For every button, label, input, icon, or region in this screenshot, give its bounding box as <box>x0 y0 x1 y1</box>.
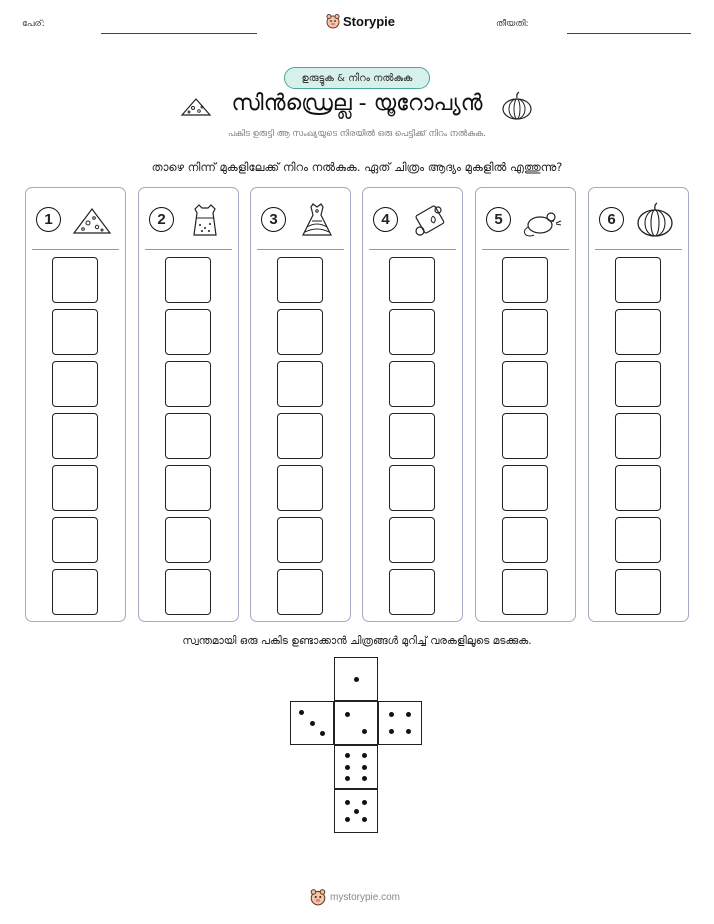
color-box[interactable] <box>502 257 548 303</box>
die-pip <box>406 729 411 734</box>
date-field[interactable] <box>567 33 691 34</box>
instruction-text: താഴെ നിന്ന് മുകളിലേക്ക് നിറം നൽകുക. ഏത് ചിത്രം ആദ്യം മുകളിൽ എത്തുന്നു? <box>151 160 563 174</box>
color-box[interactable] <box>502 413 548 459</box>
mouse-icon <box>520 201 564 239</box>
color-box[interactable] <box>165 257 211 303</box>
footer-url: mystorypie.com <box>330 891 401 903</box>
color-box[interactable] <box>277 517 323 563</box>
column-divider <box>257 249 344 250</box>
storypie-mascot-icon <box>326 13 340 29</box>
color-box[interactable] <box>502 361 548 407</box>
die-pip <box>345 800 350 805</box>
column-divider <box>369 249 456 250</box>
color-box[interactable] <box>52 569 98 615</box>
column-divider <box>32 249 119 250</box>
color-box[interactable] <box>165 517 211 563</box>
footer <box>310 888 400 906</box>
die-pip <box>354 809 359 814</box>
color-box[interactable] <box>502 309 548 355</box>
column-number: 1 <box>36 207 61 232</box>
color-box[interactable] <box>277 361 323 407</box>
die-pip <box>362 776 367 781</box>
page-title: സിൻഡ്രെല്ല - യൂറോപ്യൻ <box>231 91 483 116</box>
column-2 <box>138 187 239 622</box>
die-face-3 <box>290 701 334 745</box>
color-box[interactable] <box>52 517 98 563</box>
color-box[interactable] <box>277 465 323 511</box>
brand-name: Storypie <box>343 13 396 29</box>
ball-gown-icon <box>295 201 339 239</box>
color-box[interactable] <box>502 517 548 563</box>
die-pip <box>345 765 350 770</box>
die-pip <box>310 721 315 726</box>
color-box[interactable] <box>277 257 323 303</box>
storypie-mascot-icon <box>310 888 326 906</box>
fold-instruction: സ്വന്തമായി ഒരു പകിട ഉണ്ടാക്കാൻ ചിത്രങ്ങൾ മുറിച്ച് വരകളിലൂടെ മടക്കുക. <box>182 635 532 647</box>
column-divider <box>145 249 232 250</box>
color-box[interactable] <box>615 569 661 615</box>
pumpkin-icon <box>501 91 533 121</box>
color-box[interactable] <box>615 465 661 511</box>
column-6 <box>588 187 689 622</box>
color-box[interactable] <box>277 569 323 615</box>
color-box[interactable] <box>615 361 661 407</box>
die-pip <box>389 729 394 734</box>
color-box[interactable] <box>165 309 211 355</box>
die-pip <box>362 729 367 734</box>
color-box[interactable] <box>615 413 661 459</box>
column-divider <box>482 249 569 250</box>
scroll-icon <box>407 201 451 239</box>
die-pip <box>345 776 350 781</box>
column-1 <box>25 187 126 622</box>
color-box[interactable] <box>389 413 435 459</box>
color-box[interactable] <box>52 413 98 459</box>
activity-tag: ഉരുട്ടുക & നിറം നൽകുക <box>284 67 430 89</box>
die-face-2 <box>334 701 378 745</box>
subtitle: പകിട ഉരുട്ടി ആ സംഖ്യയുടെ നിരയിൽ ഒരു പെട്ടിക്ക് നിറം നൽകുക. <box>228 129 486 139</box>
color-box[interactable] <box>389 361 435 407</box>
color-box[interactable] <box>52 465 98 511</box>
color-box[interactable] <box>52 361 98 407</box>
die-pip <box>389 712 394 717</box>
column-number: 3 <box>261 207 286 232</box>
die-face-6 <box>334 745 378 789</box>
die-pip <box>362 765 367 770</box>
color-box[interactable] <box>389 517 435 563</box>
column-4 <box>362 187 463 622</box>
die-pip <box>354 677 359 682</box>
brand-logo <box>326 13 395 29</box>
color-box[interactable] <box>389 309 435 355</box>
color-box[interactable] <box>389 569 435 615</box>
color-box[interactable] <box>277 413 323 459</box>
column-5 <box>475 187 576 622</box>
color-box[interactable] <box>52 257 98 303</box>
dress-icon <box>183 201 227 239</box>
column-number: 6 <box>599 207 624 232</box>
column-3 <box>250 187 351 622</box>
column-number: 5 <box>486 207 511 232</box>
name-label: പേര്: <box>22 19 45 29</box>
color-box[interactable] <box>165 413 211 459</box>
column-number: 2 <box>149 207 174 232</box>
column-number: 4 <box>373 207 398 232</box>
die-pip <box>406 712 411 717</box>
die-face-5 <box>334 789 378 833</box>
die-pip <box>362 817 367 822</box>
color-box[interactable] <box>389 257 435 303</box>
color-box[interactable] <box>165 465 211 511</box>
die-face-1 <box>334 657 378 701</box>
die-pip <box>345 817 350 822</box>
color-box[interactable] <box>165 361 211 407</box>
color-box[interactable] <box>389 465 435 511</box>
die-pip <box>320 731 325 736</box>
pumpkin-icon <box>633 201 677 239</box>
name-field[interactable] <box>101 33 257 34</box>
color-box[interactable] <box>502 569 548 615</box>
color-box[interactable] <box>615 257 661 303</box>
color-box[interactable] <box>165 569 211 615</box>
date-label: തീയതി: <box>496 19 529 29</box>
color-box[interactable] <box>52 309 98 355</box>
die-face-4 <box>378 701 422 745</box>
color-box[interactable] <box>502 465 548 511</box>
die-pip <box>345 753 350 758</box>
color-box[interactable] <box>615 309 661 355</box>
color-box[interactable] <box>615 517 661 563</box>
cheese-wedge-icon <box>70 201 114 239</box>
die-pip <box>362 800 367 805</box>
color-box[interactable] <box>277 309 323 355</box>
die-pip <box>345 712 350 717</box>
die-pip <box>299 710 304 715</box>
die-pip <box>362 753 367 758</box>
column-divider <box>595 249 682 250</box>
